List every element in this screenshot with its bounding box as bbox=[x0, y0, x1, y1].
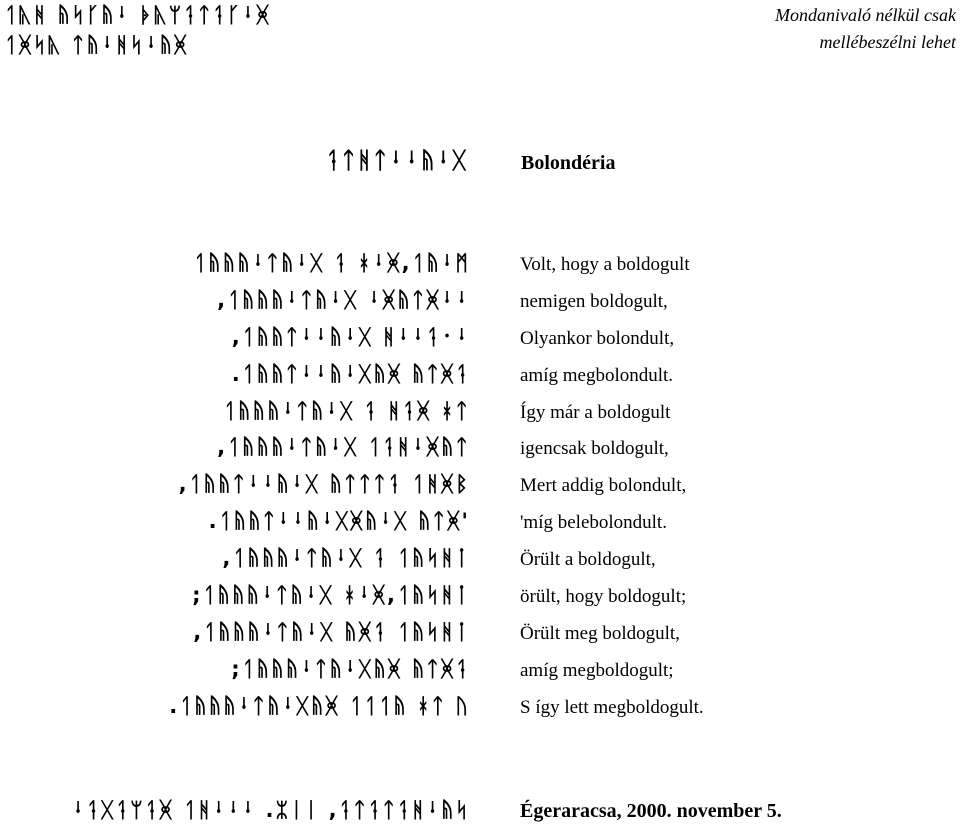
poem-line: Olyankor bolondult, bbox=[520, 327, 675, 349]
signature-date: Égeraracsa, 2000. november 5. bbox=[520, 800, 782, 822]
poem-rune-line: ᛐᚥᚥᚥᛍᛏᚥᛍᚷ ᛑ ᚻᛑᚸ ᚼᛏ bbox=[223, 398, 470, 423]
poem-rune-line: .ᛐᚥᚥᚥᛍᛏᚥᛍᚷᚥᚸ ᛐᛐᛐᚥ ᚼᛏ ᚢ bbox=[169, 693, 470, 718]
poem-line: Örült meg boldogult, bbox=[520, 622, 680, 644]
page-title: Bolondéria bbox=[521, 152, 616, 174]
poem-line: nemigen boldogult, bbox=[520, 290, 668, 312]
poem-rune-line: .ᛐᚥᚥᛏᛍᛍᚥᛍᚷᚸᚥᛍᚷ ᚥᛏᚸ' bbox=[208, 509, 470, 534]
header-motto bbox=[775, 2, 956, 56]
poem-rune-line: ᛐᚥᚥᚥᛍᛏᚥᛍᚷ ᛑ ᚼᛍᚸ,ᛐᚥᛍᛗ bbox=[193, 251, 470, 275]
poem-rune-line: ,ᛐᚥᚥᚥᛍᛏᚥᛍᚷ ᚥᚸᛑ ᛐᚥᛋᚻᛙ bbox=[193, 619, 470, 644]
poem-rune-line: ;ᛐᚥᚥᚥᛍᛏᚥᛍᚷᚥᚸ ᚥᛏᚸᛑ bbox=[231, 656, 470, 681]
poem-rune-line: ,ᛐᚥᚥᚥᛍᛏᚥᛍᚷ ᛍᚸᚥᛏᚸᛍᛍ bbox=[217, 287, 470, 312]
poem-rune-line: ;ᛐᚥᚥᚥᛍᛏᚥᛍᚷ ᚼᛍᚸ,ᛐᚥᛋᚻᛙ bbox=[192, 583, 470, 608]
signature-rune: ᛍᛑᚷᛑᛘᛑᚸ ᛐᚻᛍᛍᛍ .ᛯᛁᛁ ,ᛑᛏᛑᛏᛑᚻᛍᚥᛋ bbox=[71, 798, 470, 822]
poem-line: Mert addig bolondult, bbox=[520, 475, 687, 497]
poem-rune-line: ,ᛐᚥᚥᚥᛍᛏᚥᛍᚷ ᛑ ᛐᚥᛋᚻᛙ bbox=[222, 546, 470, 571]
poem-latin-column bbox=[520, 250, 704, 730]
poem-line: Örült a boldogult, bbox=[520, 549, 656, 571]
poem-line: amíg megbolondult. bbox=[520, 364, 674, 386]
poem-line: örült, hogy boldogult; bbox=[520, 586, 687, 608]
title-rune: ᛑᛏᚻᛏᛍᛍᚥᛍᚷ bbox=[325, 148, 468, 174]
poem-line: Így már a boldogult bbox=[520, 401, 671, 423]
header-motto-line-2: mellébeszélni lehet bbox=[819, 32, 956, 52]
poem-rune-column bbox=[169, 248, 470, 728]
poem-rune-line: .ᛐᚥᚥᛏᛍᛍᚥᛍᚷᚥᚸ ᚥᛏᚸᛑ bbox=[231, 361, 470, 386]
poem-rune-line: ,ᛐᚥᚥᛏᛍᛍᚥᛍᚷ ᚻᛍᛍᛑ᛫ᛍ bbox=[231, 324, 470, 349]
header-rune-line-1: ᛐᚣᚻ ᚥᛋᚴᚥᛍ ᚧᚣᛘᛑᛏᛑᚴᛍᚸ bbox=[4, 3, 271, 27]
poem-line: igencsak boldogult, bbox=[520, 438, 669, 460]
poem-rune-line: ,ᛐᚥᚥᛏᛍᛍᚥᛍᚷ ᚥᛏᛏᛏᛑ ᛐᚻᚸᛒ bbox=[178, 472, 470, 497]
header-rune-line-2: ᛐᚸᛋᚣ ᛏᚥᛍᚻᛋᛍᚥᚸ bbox=[4, 33, 189, 57]
poem-line: amíg megboldogult; bbox=[520, 659, 674, 681]
poem-line: S így lett megboldogult. bbox=[520, 696, 704, 718]
poem-line: Volt, hogy a boldogult bbox=[520, 254, 690, 275]
poem-rune-line: ,ᛐᚥᚥᚥᛍᛏᚥᛍᚷ ᛐᛑᚻᛍᚸᚥᛏ bbox=[217, 435, 470, 460]
header-motto-line-1: Mondanivaló nélkül csak bbox=[775, 5, 956, 25]
header-rune-text bbox=[4, 0, 271, 60]
poem-line: 'míg belebolondult. bbox=[520, 512, 667, 534]
